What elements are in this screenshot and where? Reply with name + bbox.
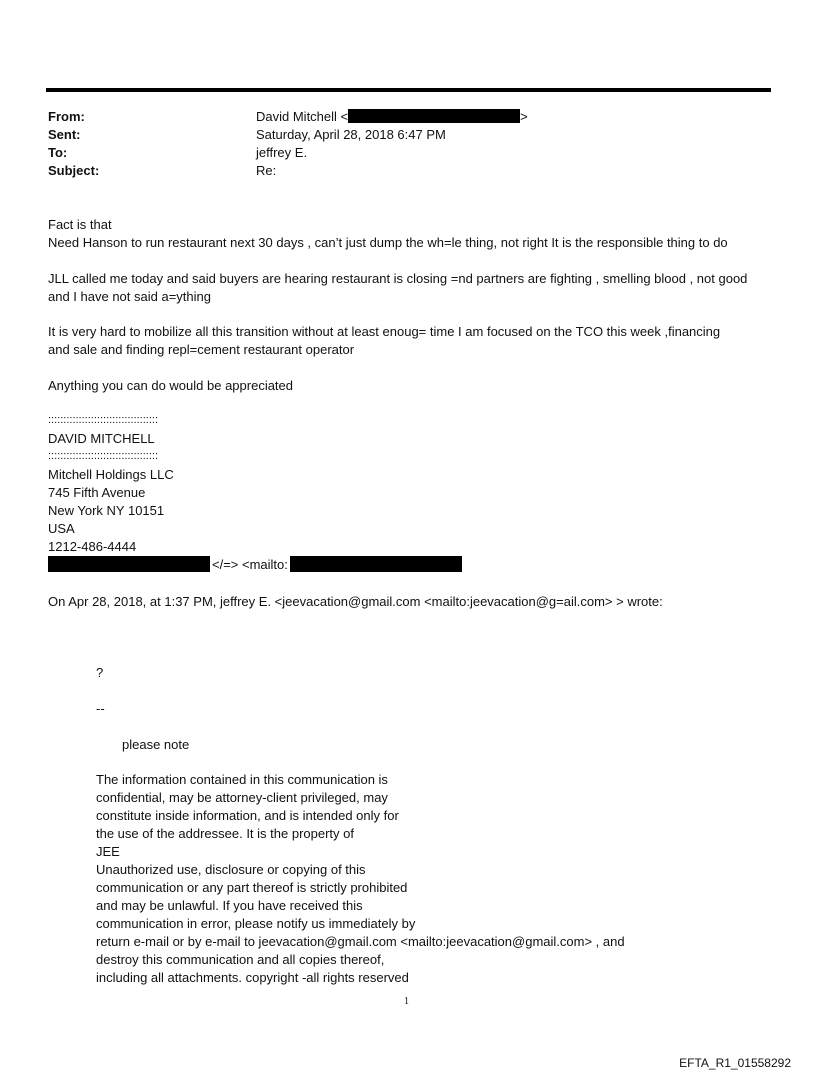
to-row	[48, 144, 67, 162]
subject-row	[48, 162, 99, 180]
disclaimer-line: Unauthorized use, disclosure or copying of this	[96, 862, 366, 877]
header-rule	[46, 88, 771, 92]
sent-row	[48, 126, 81, 144]
from-row	[48, 108, 85, 126]
signature-link-fragment: </=> <mailto:	[212, 557, 288, 572]
page-number: 1	[404, 996, 409, 1007]
quoted-dashes: --	[96, 701, 105, 716]
disclaimer-line: communication or any part thereof is strictly prohibited	[96, 880, 408, 895]
body-line: Need Hanson to run restaurant next 30 days , can’t just dump the wh=le thing, not right It is the responsible thing to do	[48, 235, 728, 250]
to-value: jeffrey E.	[256, 145, 308, 160]
quoted-intro: On Apr 28, 2018, at 1:37 PM, jeffrey E. <jeevacation@gmail.com <mailto:jeevacation@g=ail.com> > wrote:	[48, 594, 663, 609]
from-value	[256, 108, 528, 126]
signature-address: 745 Fifth Avenue	[48, 485, 146, 500]
disclaimer-line: confidential, may be attorney-client privileged, may	[96, 790, 388, 805]
disclaimer-line: JEE	[96, 844, 120, 859]
body-line: and sale and finding repl=cement restaurant operator	[48, 342, 355, 357]
disclaimer-line: constitute inside information, and is intended only for	[96, 808, 399, 823]
quoted-please-note: please note	[122, 737, 190, 752]
disclaimer-line: The information contained in this communication is	[96, 772, 388, 787]
disclaimer-line: including all attachments. copyright -all rights reserved	[96, 970, 409, 985]
signature-phone: 1212-486-4444	[48, 539, 137, 554]
signature-divider: ::::::::::::::::::::::::::::::::::::	[48, 450, 159, 462]
redaction-box	[48, 556, 210, 572]
subject-label: Subject:	[48, 163, 100, 178]
document-id: EFTA_R1_01558292	[679, 1056, 791, 1070]
disclaimer-line: the use of the addressee. It is the property of	[96, 826, 354, 841]
from-bracket: >	[520, 109, 528, 124]
signature-address: New York NY 10151	[48, 503, 165, 518]
disclaimer-line: communication in error, please notify us immediately by	[96, 916, 416, 931]
body-line: JLL called me today and said buyers are hearing restaurant is closing =nd partners are fighting , smelling blood , not good	[48, 271, 748, 286]
redaction-box	[290, 556, 462, 572]
quoted-question: ?	[96, 665, 104, 680]
sent-label: Sent:	[48, 127, 81, 142]
disclaimer-line: destroy this communication and all copies thereof,	[96, 952, 385, 967]
body-line: It is very hard to mobilize all this transition without at least enoug= time I am focused on the TCO this week ,financing	[48, 324, 721, 339]
to-label: To:	[48, 145, 68, 160]
body-line: Anything you can do would be appreciated	[48, 378, 294, 393]
body-line: Fact is that	[48, 217, 112, 232]
subject-value: Re:	[256, 163, 277, 178]
sent-value: Saturday, April 28, 2018 6:47 PM	[256, 127, 446, 142]
signature-country: USA	[48, 521, 75, 536]
signature-name: DAVID MITCHELL	[48, 431, 155, 446]
redaction-box	[348, 109, 520, 123]
disclaimer-line: return e-mail or by e-mail to jeevacation@gmail.com <mailto:jeevacation@gmail.com> , and	[96, 934, 625, 949]
from-name: David Mitchell <	[256, 109, 349, 124]
signature-divider: ::::::::::::::::::::::::::::::::::::	[48, 414, 159, 426]
signature-company: Mitchell Holdings LLC	[48, 467, 174, 482]
body-line: and I have not said a=ything	[48, 289, 211, 304]
disclaimer-line: and may be unlawful. If you have received this	[96, 898, 363, 913]
from-label: From:	[48, 109, 85, 124]
